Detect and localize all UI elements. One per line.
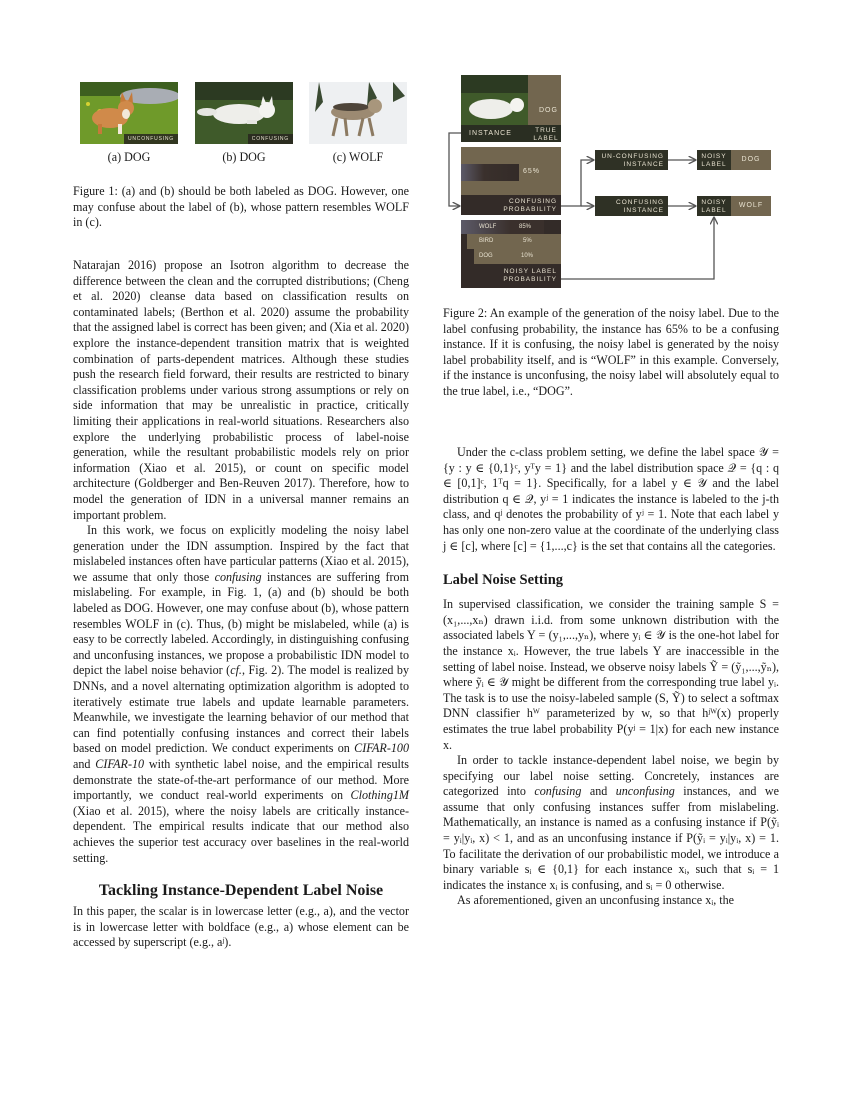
- prob-label-bird: BIRD: [479, 238, 494, 244]
- noisy-label-title: NOISY LABEL: [701, 153, 727, 168]
- text-run: , Fig. 2). The model is realized by DNNs, and a novel alternating optimization algorithm is adopted to iteratively estimate true labels and update learnable parameters. Meanwhile, we investigate the learning behavior of our method that can find potentially confusing instances and correct their labels based on model prediction. We conduct experiments on: [73, 663, 409, 756]
- emph-cf: cf.: [230, 663, 242, 678]
- section-title-tackling: Tackling Instance-Dependent Label Noise: [98, 882, 384, 900]
- figure-2-caption-wrap: [443, 306, 779, 400]
- instance-label: INSTANCE: [469, 130, 512, 137]
- noisy-label-probability-box: [461, 220, 561, 288]
- noisy-label-dog-box: [697, 150, 771, 170]
- prob-label-wolf: WOLF: [479, 224, 497, 230]
- noisy-label-value-dog: DOG: [741, 156, 761, 163]
- right-column: [443, 445, 779, 909]
- noisy-label-value-wolf: WOLF: [738, 202, 764, 209]
- figure-1: [80, 82, 400, 172]
- figure-2-caption: Figure 2: An example of the generation of the noisy label. Due to the label confusing probability, the instance has 65% to be a confusing instance. If it is confusing, the noisy label is generated by the noisy label probability itself, and is “WOLF” in this example. Conversely, if the instance is unconfusing, the noisy label will absolutely equal to the true label, i.e., “DOG”.: [443, 306, 779, 398]
- left-column: [73, 258, 409, 951]
- prob-value-wolf: 85%: [519, 224, 532, 230]
- aforementioned-paragraph: As aforementioned, given an unconfusing instance xᵢ, the: [457, 893, 735, 908]
- noisy-label-title: NOISY LABEL: [701, 199, 727, 214]
- section-title-label-noise-setting: Label Noise Setting: [443, 572, 564, 589]
- emph-confusing: confusing: [214, 569, 262, 584]
- text-run: (Xiao et al. 2015), where the noisy labels are critically instance-dependent. The empirical results indicate that our method also achieves the superior test accuracy over baselines in the real-world setting.: [73, 803, 409, 865]
- text-run: In this work, we focus on explicitly modeling the noisy label generation under the IDN assumption. Inspired by the fact that mislabeled instances often have particular patterns (Xiao et al. 2015), we assume that only those: [73, 523, 409, 584]
- label-a: (a) DOG: [107, 150, 151, 164]
- noisy-label-title-cell: [697, 196, 731, 216]
- label-space-paragraph: Under the c-class problem setting, we define the label space 𝒴 = {y : y ∈ {0,1}ᶜ, yᵀy = 1} and the label distribution space 𝒬 = {q : q ∈ [0,1]ᶜ, 1ᵀq = 1}. Specifically, for a label y ∈ 𝒴 and the label distribution q ∈ 𝒬, yʲ = 1 indicates the instance is labeled to the j-th class, and qʲ denotes the probability of yʲ = 1. Note that each label y has only one non-zero value at the coordinate of the underlying class j ∈ [c], where [c] = {1,...,c} is the set that contains all the categories.: [443, 445, 779, 553]
- corgi-image: [80, 82, 178, 144]
- emph-cifar100: CIFAR-100: [354, 741, 409, 756]
- text-run: In order to tackle instance-dependent label noise, we begin by specifying our label noise setting. Concretely, instances are categorized into: [443, 753, 779, 799]
- prob-label-dog: DOG: [479, 253, 493, 259]
- prob-value-dog: 10%: [521, 253, 534, 259]
- wolf-bar: [461, 220, 544, 234]
- text-run: with synthetic label noise, and the empirical results demonstrate the state-of-the-art performance of our method. More importantly, we conduct real-world experiments on: [73, 757, 409, 803]
- label-b: (b) DOG: [222, 150, 266, 164]
- text-run: and: [73, 757, 96, 771]
- true-label-title: TRUE LABEL: [533, 127, 559, 142]
- confusing-probability-value: 65%: [523, 168, 541, 175]
- label-c: (c) WOLF: [332, 150, 384, 164]
- emph-unconfusing: unconfusing: [615, 784, 675, 799]
- noisy-label-probability-title: NOISY LABEL PROBABILITY: [503, 268, 557, 283]
- wolf-illustration: [309, 82, 407, 144]
- this-work-paragraph: [73, 523, 409, 866]
- noisy-label-wolf-box: [697, 196, 771, 216]
- confusing-probability-footer: [461, 195, 561, 215]
- confusing-tag: CONFUSING: [248, 134, 293, 144]
- figure-1-caption: Figure 1: (a) and (b) should be both labeled as DOG. However, one may confuse about the label of (b), whose pattern resembles WOLF in (c).: [73, 184, 409, 230]
- related-work-paragraph: Natarajan 2016) propose an Isotron algorithm to decrease the difference between the clean and the corrupted distributions; (Cheng et al. 2020) cleanse data based on classification results on contaminated labels; (Berthon et al. 2020) assume the probability that the assigned label is correct has been given; and (Xia et al. 2020) explore the instance-dependent transition matrix that is weighted combination of parts-dependent matrices. Although these studies push the research field forward, their results are restricted to binary classification problems under various strong assumptions or rely on side information that may be unrealistic in practice, critically limiting their applications in real-world situations. Researchers also explore the underlying probabilistic process of label-noise generation, while the resultant probabilistic models rely on prior information (Xiao et al. 2015), or count on specific model architecture (Goldberger and Ben-Reuven 2017). Therefore, how to model the generation of IDN in a universal manner remains an important problem.: [73, 258, 409, 522]
- probability-bar: [461, 164, 519, 181]
- figure-2-diagram: [443, 72, 783, 292]
- emph-cifar10: CIFAR-10: [95, 757, 145, 771]
- true-label-value: DOG: [539, 107, 558, 114]
- supervised-classification-paragraph: In supervised classification, we consider the training sample S = (x₁,...,xₙ) drawn i.i.d. from some unknown distribution with the associated labels Y = (y₁,...,yₙ), where yᵢ ∈ 𝒴 is the one-hot label for the instance xᵢ. However, the true labels Y are inaccessible in the setting of label noise. Instead, we observe noisy labels Ỹ = (ỹ₁,...,ỹₙ), where ỹᵢ ∈ 𝒴 might be different from the corresponding true label yᵢ. The task is to use the noisy-labeled sample (S, Ỹ) to select a softmax DNN classifier hᵂ parameterized by w, so that hʲᵂ(x) properly estimates the true label probability P(yʲ = 1|x) for each new instance x.: [443, 597, 779, 752]
- text-run: instances are suffering from mislabeling. For example, in Fig. 1, (a) and (b) should be both labeled as DOG. However, one may confuse about (b), whose pattern resembles WOLF in (c). Thus, (b) might be mislabeled, while (a) is easy to be correctly labeled. Accordingly, in distinguishing confusing and unconfusing instances, we propose a probabilistic IDN model to depict the label noise behavior (: [73, 569, 410, 678]
- label-noise-setting-paragraph: [443, 753, 779, 893]
- unconfusing-tag: UNCONFUSING: [124, 134, 178, 144]
- text-run: instances, and we assume that only confusing instances suffer from mislabeling. Mathematically, an instance is named as a confusing instance if P(ỹᵢ = yᵢ|yᵢ, x) < 1, and as an unconfusing instance if P(ỹᵢ = yᵢ|yᵢ, x) = 1. To facilitate the derivation of our probabilistic model, we introduce a binary variable sᵢ ∈ {0,1} for each instance xᵢ, such that sᵢ = 1 indicates the instance xᵢ is confusing, and sᵢ = 0 otherwise.: [443, 784, 779, 892]
- instance-box: [461, 75, 561, 142]
- confusing-probability-title: CONFUSING PROBABILITY: [503, 198, 557, 213]
- notation-paragraph: In this paper, the scalar is in lowercase letter (e.g., a), and the vector is in lowercase letter with boldface (e.g., a) whose element can be accessed by superscript (e.g., aʲ).: [73, 904, 409, 950]
- wolf-image: [309, 82, 407, 144]
- noisy-label-title-cell: [697, 150, 731, 170]
- emph-clothing1m: Clothing1M: [350, 788, 409, 803]
- confusing-instance-box: [595, 196, 668, 216]
- unconfusing-instance-box: [595, 150, 668, 170]
- emph-confusing: confusing: [534, 784, 582, 799]
- text-run: and: [581, 784, 616, 799]
- unconfusing-instance-label: UN-CONFUSING INSTANCE: [601, 153, 664, 168]
- confusing-instance-label: CONFUSING INSTANCE: [616, 199, 664, 214]
- confusing-probability-box: [461, 147, 561, 215]
- noisy-label-value-cell: [731, 150, 771, 170]
- prob-value-bird: 5%: [523, 238, 532, 244]
- white-dog-image: [195, 82, 293, 144]
- noisy-label-value-cell: [731, 196, 771, 216]
- figure-1-caption-wrap: [73, 184, 409, 231]
